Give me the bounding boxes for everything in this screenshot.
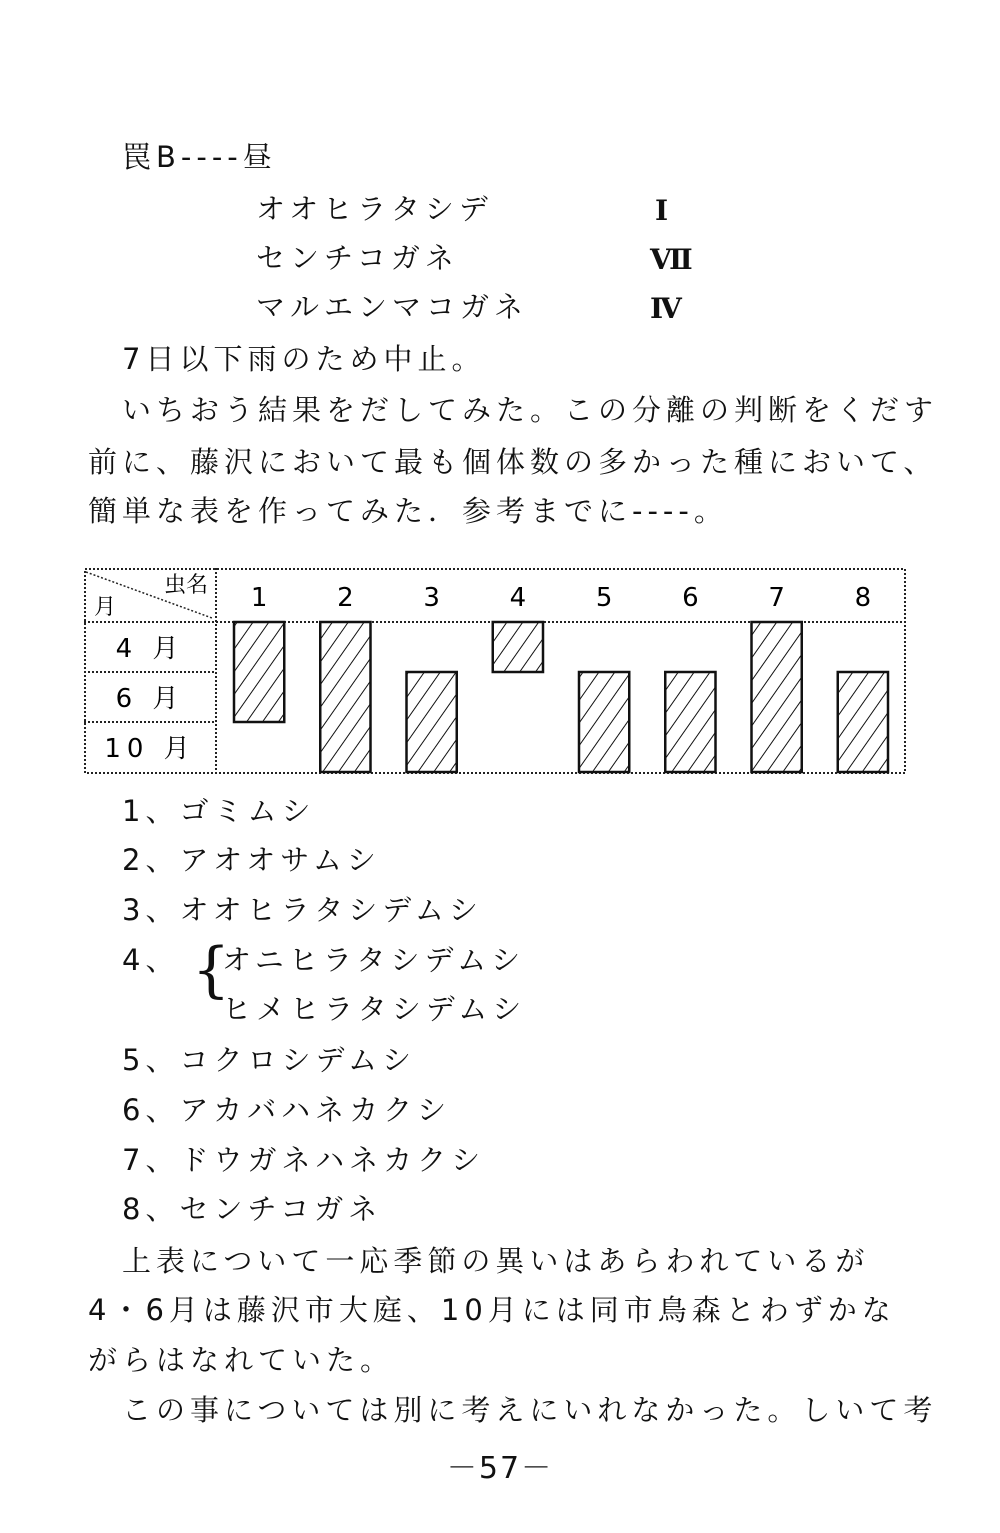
legend-item: 8、センチコガネ: [122, 1192, 383, 1226]
range-bar: [838, 672, 888, 772]
note-rain: 7日以下雨のため中止。: [122, 342, 486, 376]
trap-heading: 罠B----昼: [122, 140, 277, 174]
category-label: 1: [250, 583, 268, 613]
legend-item: ヒメヒラタシデムシ: [222, 992, 527, 1026]
paragraph-line: 4・6月は藤沢市大庭、10月には同市鳥森とわずかな: [88, 1293, 896, 1327]
range-bar: [493, 622, 543, 672]
species-rank: Ⅰ: [655, 194, 669, 227]
legend-item: 3、オオヒラタシデムシ: [122, 893, 483, 927]
paragraph-line: この事については別に考えにいれなかった。しいて考: [122, 1393, 938, 1427]
legend-item: 2、アオオサムシ: [122, 843, 381, 877]
species-rank: Ⅳ: [650, 292, 682, 325]
range-bar: [407, 672, 457, 772]
range-bar: [234, 622, 284, 722]
legend-item-number: 4、: [122, 943, 180, 977]
month-label: 6 月: [115, 684, 185, 714]
category-label: 4: [509, 583, 527, 613]
category-label: 2: [337, 583, 354, 613]
page-number: －57－: [446, 1451, 554, 1486]
category-label: 5: [595, 583, 613, 613]
range-bar: [752, 622, 802, 772]
category-label: 8: [854, 583, 872, 613]
month-label: 4 月: [115, 634, 185, 664]
corner-col-label: 虫名: [163, 573, 208, 598]
legend-item: オニヒラタシデムシ: [222, 943, 526, 977]
legend-item: 6、アカバハネカクシ: [122, 1093, 452, 1127]
range-bar: [665, 672, 715, 772]
chart-bars: [234, 622, 888, 772]
species-rank: Ⅶ: [650, 243, 693, 276]
range-bar: [320, 622, 370, 772]
range-bar: [579, 672, 629, 772]
category-label: 7: [768, 583, 785, 613]
species-name: センチコガネ: [256, 241, 459, 275]
paragraph-line: いちおう結果をだしてみた。この分離の判断をくだす: [122, 393, 939, 427]
month-label: 10 月: [104, 734, 196, 764]
legend-item: 5、コクロシデムシ: [122, 1043, 417, 1077]
paragraph-line: がらはなれていた。: [88, 1343, 395, 1377]
legend-item: 7、ドウガネハネカクシ: [122, 1143, 486, 1177]
corner-row-label: 月: [94, 595, 117, 620]
brace-icon: {: [192, 935, 231, 1005]
paragraph-line: 簡単な表を作ってみた．参考までに----。: [88, 494, 728, 528]
species-month-chart: [84, 568, 906, 780]
species-name: オオヒラタシデ: [256, 192, 493, 226]
category-label: 3: [423, 583, 440, 613]
paragraph-line: 前に、藤沢において最も個体数の多かった種において、: [88, 445, 938, 479]
paragraph-line: 上表について一応季節の異いはあらわれているが: [122, 1244, 870, 1278]
species-name: マルエンマコガネ: [256, 290, 529, 324]
legend-item: 1、ゴミムシ: [122, 794, 316, 828]
category-label: 6: [682, 583, 699, 613]
